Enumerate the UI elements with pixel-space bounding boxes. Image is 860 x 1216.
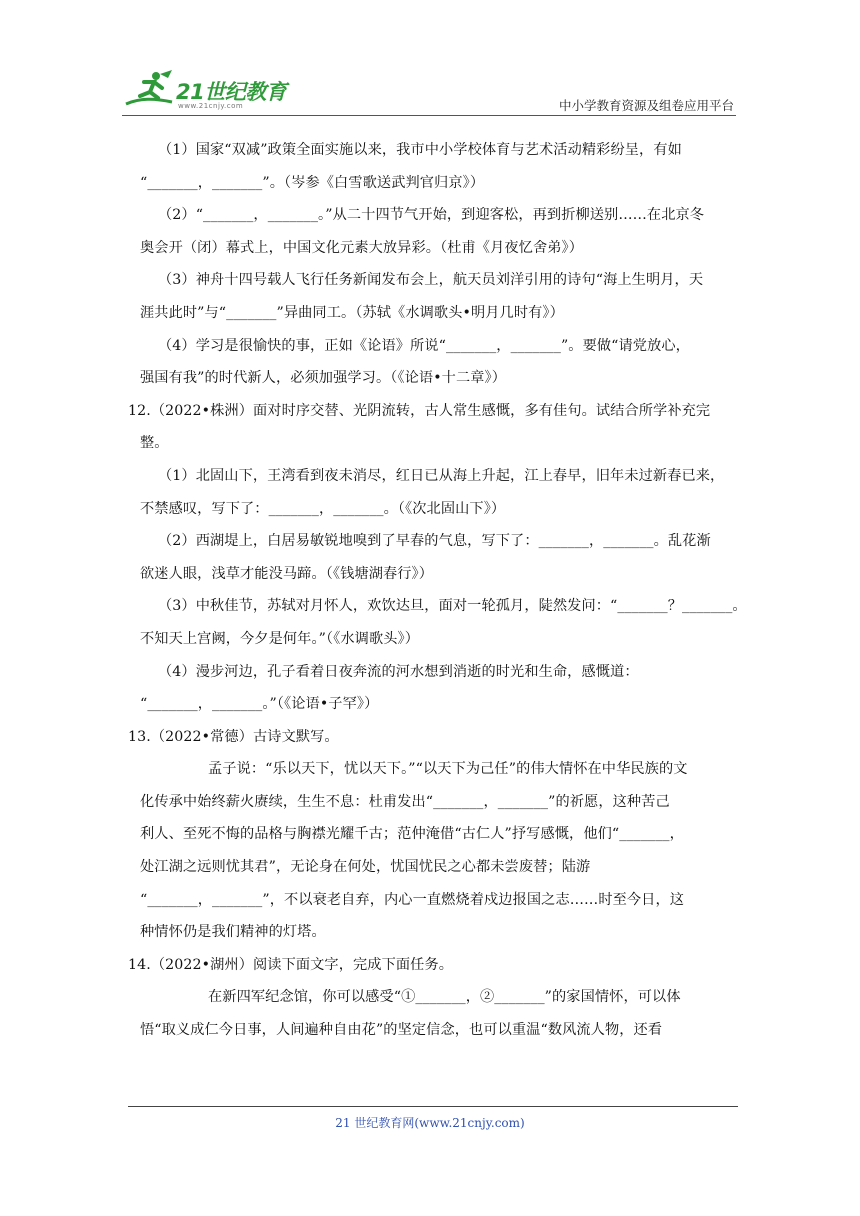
question-heading: 13.（2022•常德）古诗文默写。 xyxy=(128,728,339,745)
header-divider xyxy=(122,115,736,116)
page-header xyxy=(122,62,736,122)
text-line: “_______，_______。”（《论语•子罕》） xyxy=(140,696,379,713)
text-line: 利人、至死不悔的品格与胸襟光耀千古；范仲淹借“古仁人”抒写感慨，他们“_______， xyxy=(140,826,684,843)
text-line: （2）西湖堤上，白居易敏锐地嗅到了早春的气息，写下了：_______，_______。乱花渐 xyxy=(158,533,711,550)
text-line: 强国有我”的时代新人，必须加强学习。（《论语•十二章》） xyxy=(140,370,506,387)
logo-text: 21世纪教育 xyxy=(176,80,287,104)
platform-name: 中小学教育资源及组卷应用平台 xyxy=(558,98,734,113)
text-line: 悟“取义成仁今日事，人间遍种自由花”的坚定信念，也可以重温“数风流人物，还看 xyxy=(140,1022,663,1039)
text-line: 在新四军纪念馆，你可以感受“①_______，②_______”的家国情怀，可以体 xyxy=(208,989,681,1006)
text-line: 奥会开（闭）幕式上，中国文化元素大放异彩。（杜甫《月夜忆舍弟》） xyxy=(140,239,584,256)
text-line: （3）中秋佳节，苏轼对月怀人，欢饮达旦，面对一轮孤月，陡然发问：“_______？_______。 xyxy=(158,598,747,615)
text-line: “_______，_______”，不以衰老自弃，内心一直燃烧着戍边报国之志……时至今日，这 xyxy=(140,891,685,908)
text-line: 不禁感叹，写下了：_______，_______。（《次北固山下》） xyxy=(140,500,506,517)
text-line: 孟子说：“乐以天下，忧以天下。”“以天下为己任”的伟大情怀在中华民族的文 xyxy=(208,761,688,778)
text-line: （4）学习是很愉快的事，正如《论语》所说“_______，_______”。要做“请党放心， xyxy=(158,337,690,354)
text-line: 整。 xyxy=(140,435,169,452)
text-line: （4）漫步河边，孔子看着日夜奔流的河水想到消逝的时光和生命，感慨道： xyxy=(158,663,639,680)
question-heading: 14.（2022•湖州）阅读下面文字，完成下面任务。 xyxy=(128,956,454,973)
document-body xyxy=(128,134,747,1047)
text-line: “_______，_______”。（岑参《白雪歌送武判官归京》） xyxy=(140,174,485,191)
text-line: （2）“_______，_______。”从二十四节气开始，到迎客松，再到折柳送别……在北京冬 xyxy=(158,207,705,224)
text-line: 涯共此时”与“_______”异曲同工。（苏轼《水调歌头•明月几时有》） xyxy=(140,304,564,321)
text-line: 处江湖之远则忧其君”，无论身在何处，忧国忧民之心都未尝废替；陆游 xyxy=(140,859,591,876)
footer-text: 21 世纪教育网(www.21cnjy.com) xyxy=(335,1116,525,1130)
text-line: 欲迷人眼，浅草才能没马蹄。（《钱塘湖春行》） xyxy=(140,565,434,582)
logo xyxy=(122,68,292,112)
question-heading: 12.（2022•株洲）面对时序交替、光阴流转，古人常生感慨，多有佳句。试结合所学补充完 xyxy=(128,402,711,419)
text-line: 种情怀仍是我们精神的灯塔。 xyxy=(140,924,326,941)
text-line: （1）北固山下，王湾看到夜未消尽，红日已从海上升起，江上春早，旧年未过新春已来， xyxy=(158,467,725,484)
text-line: （1）国家“双减”政策全面实施以来，我市中小学校体育与艺术活动精彩纷呈，有如 xyxy=(158,142,682,158)
footer-divider xyxy=(128,1106,738,1107)
text-line: 化传承中始终薪火赓续，生生不息：杜甫发出“_______，_______”的祈愿，这种苦己 xyxy=(140,793,670,810)
text-line: 不知天上宫阙，今夕是何年。”（《水调歌头》） xyxy=(140,630,419,647)
text-line: （3）神舟十四号载人飞行任务新闻发布会上，航天员刘洋引用的诗句“海上生明月，天 xyxy=(158,272,704,289)
running-figure-icon xyxy=(122,68,182,112)
logo-url: www.21cnjy.com xyxy=(178,102,244,110)
